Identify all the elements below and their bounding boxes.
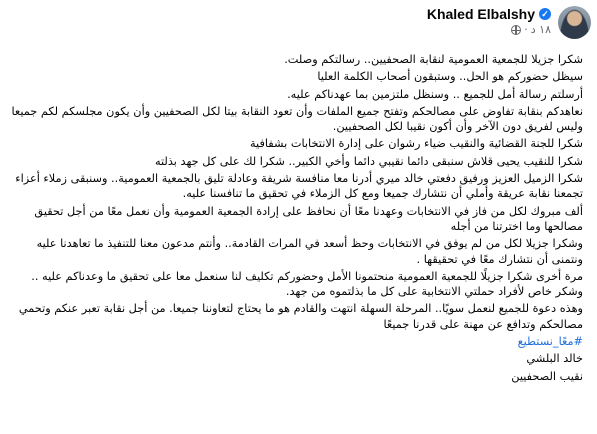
author-name[interactable]: Khaled Elbalshy [426, 6, 535, 22]
post-paragraph: شكرا للجنة القضائية والنقيب ضياء رشوان على إدارة الانتخابات بشفافية [250, 137, 583, 151]
signature-title: نقيب الصحفيين [511, 369, 583, 383]
post-paragraph: مرة أخرى شكرا جزيلًا للجمعية العمومية منحتمونا الأمل وحضوركم تكليف لنا سنعمل معا على تحقيق ما وعدناكم عليه .. وشكر خاص لأفراد حملتي الانتخابية على كل ما بذلتموه من جهد. [31, 269, 583, 299]
globe-icon[interactable] [511, 25, 521, 35]
hashtag-link[interactable]: #معًا_نستطيع [517, 335, 583, 349]
verified-badge-icon: ✓ [539, 8, 551, 20]
post-timestamp[interactable]: ١٨ د [530, 23, 551, 36]
post-paragraph: وهذه دعوة للجميع لنعمل سويًا.. المرحلة السهلة انتهت والقادم هو ما يحتاج لتعاوننا جميعا. من أجل نقابة تعبر عنكم وتحمي مصالحكم وتدافع عن مهنة على قدرنا جميعًا [18, 302, 583, 331]
post-paragraph: شكرا جزيلا للجمعية العمومية لنقابة الصحفيين.. رسالتكم وصلت. [284, 53, 583, 66]
post-paragraph: نعاهدكم بنقابة تفاوض على مصالحكم وتفتح جميع الملفات وأن تعود النقابة بيتا لكل الصحفيين وأن يكون مجلسكم لكم جميعا وليس لفريق دون الآخر وأن أكون نقيبا لكل الصحفيين. [11, 104, 583, 134]
post-paragraph: شكرا الزميل العزيز ورفيق دفعتي خالد ميري أدرنا معا منافسة شريفة وعادلة تليق بالجمعية العمومية.. وسنبقى زملاء أعزاء تجمعنا نقابة عريقة وأملي أن نتشارك جميعا ومع كل الزملاء في تحقيق ما تنافسنا عليه. [15, 172, 583, 201]
hashtag-line [9, 334, 583, 349]
signature-name: خالد البلشي [526, 352, 583, 366]
post-body [9, 52, 583, 386]
post-paragraph: وشكرا جزيلا لكل من لم يوفق في الانتخابات وحظ أسعد في المرات القادمة.. وأنتم مدعون معنا للتنفيذ ما تعاهدنا عليه ونتمنى أن نتشارك معًا في تحقيقها . [36, 237, 583, 266]
post-paragraph: سيظل حضوركم هو الحل.. وستبقون أصحاب الكلمة العليا [317, 70, 583, 84]
author-line [427, 6, 551, 22]
post-paragraph: ألف مبروك لكل من فاز في الانتخابات وعهدنا معًا أن نحافظ على إرادة الجمعية العمومية وأن نعمل معًا من أجل تحقيق مصالحها وما اخترتنا من أجله [34, 204, 583, 233]
post-paragraph: شكرا للنقيب يحيى قلاش سنبقى دائما نقيبي دائما وأخي الكبير.. شكرا لك على كل جهد بذلته [154, 154, 583, 168]
author-avatar[interactable] [558, 6, 591, 39]
post-paragraph: أرسلتم رسالة أمل للجميع .. وسنظل ملتزمين بما عهدناكم عليه. [287, 87, 583, 101]
meta-separator: · [524, 23, 528, 36]
post-header [0, 0, 597, 40]
post-meta [511, 23, 551, 36]
